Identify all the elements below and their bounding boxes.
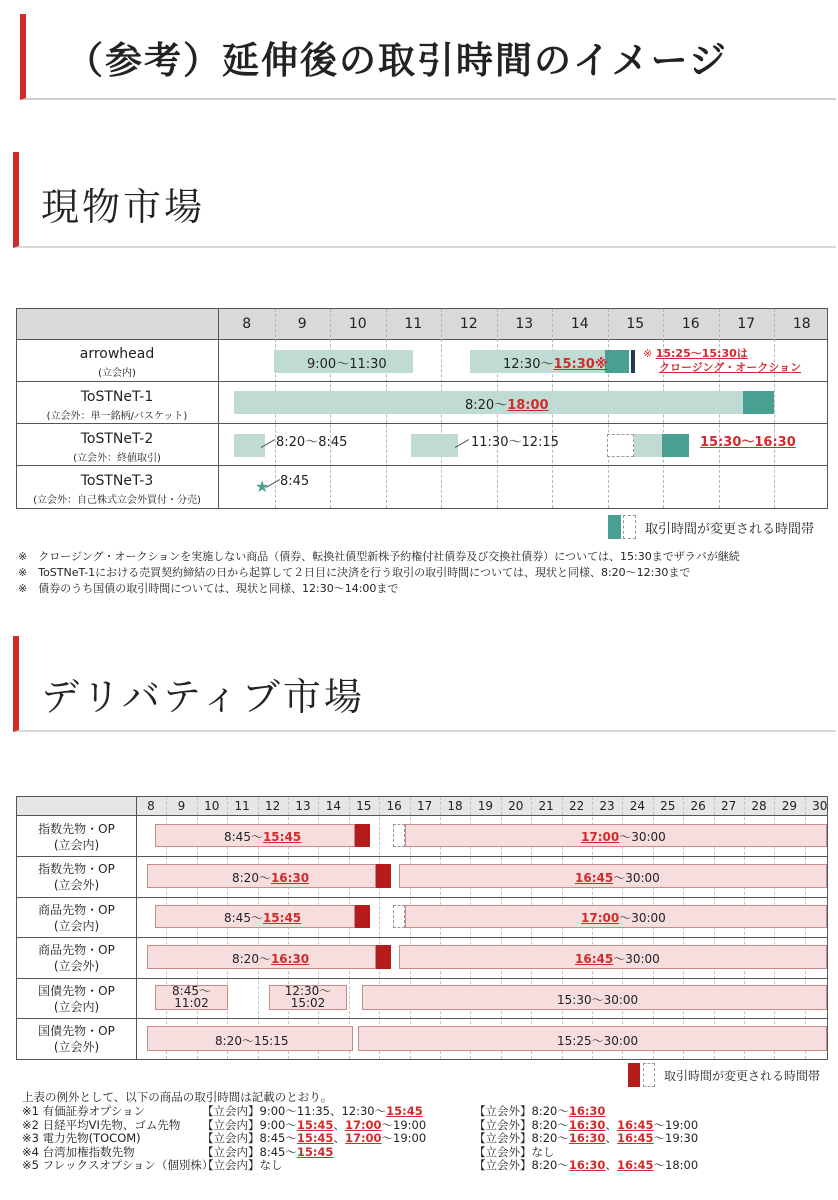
deriv-hour-label: 26: [690, 799, 706, 813]
deriv-row-label: 商品先物・OP (立会外): [38, 943, 115, 973]
footnote-product: ※2 日経平均VI先物、ゴム先物: [22, 1117, 181, 1132]
tostnet2-afternoon-label: 15:30～16:30: [700, 435, 796, 450]
spot-timetable: [16, 308, 828, 509]
footnote-out-hours: 【立会外】なし: [474, 1144, 555, 1159]
deriv-night-label: 15:25～30:00: [557, 1034, 639, 1048]
deriv-day-label: 8:45～15:45: [224, 830, 302, 844]
deriv-night-label: 16:45～30:00: [575, 871, 660, 885]
deriv-hour-label: 29: [781, 799, 798, 813]
footnote-out-hours: 【立会外】8:20～16:30、16:45～18:00: [474, 1158, 699, 1172]
deriv-hour-label: 11: [234, 799, 250, 813]
arrowhead-afternoon-label: 12:30～15:30※: [503, 357, 608, 372]
spot-row-label: ToSTNeT-1 (立会外：単一銘柄/バスケット): [46, 389, 188, 422]
footnote-out-hours: 【立会外】8:20～16:30、16:45～19:00: [474, 1117, 699, 1132]
footnote-in-hours: 【立会内】なし: [202, 1158, 283, 1172]
deriv-day-label: 8:20～16:30: [232, 871, 310, 885]
footnote-product: ※1 有価証券オプション: [22, 1104, 146, 1118]
deriv-extension-bar: [376, 945, 391, 969]
spot-hour-label: 18: [792, 316, 811, 332]
deriv-hour-label: 25: [660, 799, 676, 813]
footnote-product: ※3 電力先物(TOCOM): [22, 1131, 141, 1145]
main-title-box: [20, 14, 836, 100]
spot-row-label: ToSTNeT-3 (立会外：自己株式立会外買付・分売): [33, 473, 201, 506]
closing-auction-note: ※ 15:25～15:30は: [643, 347, 748, 360]
deriv-hour-label: 17: [416, 799, 433, 813]
spot-hour-label: 17: [737, 316, 756, 332]
spot-hour-label: 9: [297, 316, 307, 332]
deriv-day-label: 8:45～15:45: [224, 911, 302, 925]
spot-hour-label: 10: [348, 316, 367, 332]
deriv-hour-label: 23: [599, 799, 615, 813]
deriv-hour-label: 21: [538, 799, 554, 813]
deriv-night-label: 15:30～30:00: [557, 993, 639, 1007]
deriv-extension-bar: [355, 824, 370, 847]
deriv-day-label: 8:20～16:30: [232, 952, 310, 966]
deriv-night-label: 16:45～30:00: [575, 952, 660, 966]
spot-hour-label: 14: [570, 316, 589, 332]
footnote-in-hours: 【立会内】8:45～15:45、17:00～19:00: [202, 1131, 427, 1145]
deriv-hour-label: 24: [629, 799, 646, 813]
deriv-hour-label: 15: [356, 799, 372, 813]
tostnet2-midday-label: 11:30～12:15: [471, 435, 559, 450]
legend-red-swatch: [628, 1063, 640, 1087]
deriv-morning-label: 8:45～ 11:02: [172, 984, 211, 1010]
deriv-hour-label: 18: [447, 799, 463, 813]
deriv-section-title: デリバティブ市場: [41, 675, 365, 719]
spot-row-label: arrowhead (立会内): [79, 346, 155, 379]
legend-teal-swatch: [608, 515, 621, 539]
deriv-hour-label: 16: [386, 799, 402, 813]
spot-section-title: 現物市場: [41, 185, 206, 229]
tostnet3-label: 8:45: [280, 474, 310, 489]
arrowhead-extension-bar: [605, 350, 629, 373]
spot-hour-label: 13: [515, 316, 534, 332]
deriv-extension-bar: [376, 864, 391, 888]
footnote-product: ※5 フレックスオプション（個別株）: [22, 1158, 214, 1172]
deriv-row-label: 指数先物・OP (立会外): [38, 862, 115, 892]
footnote-in-hours: 【立会内】9:00～15:45、17:00～19:00: [202, 1117, 427, 1132]
deriv-row-label: 商品先物・OP (立会内): [38, 903, 115, 933]
spot-hour-label: 11: [404, 316, 423, 332]
footnote-in-hours: 【立会内】8:45～15:45: [202, 1144, 334, 1159]
spot-legend-label: 取引時間が変更される時間帯: [645, 522, 815, 537]
spot-hour-label: 12: [459, 316, 478, 332]
deriv-hour-label: 12: [264, 799, 281, 813]
deriv-hour-label: 22: [568, 799, 585, 813]
spot-row-label: ToSTNeT-2 (立会外：終値取引): [73, 431, 161, 464]
spot-hour-label: 15: [626, 316, 645, 332]
deriv-hour-label: 14: [325, 799, 342, 813]
deriv-extension-bar: [355, 905, 370, 928]
deriv-hour-label: 13: [295, 799, 311, 813]
deriv-removed-slot: [393, 824, 405, 847]
deriv-legend-label: 取引時間が変更される時間帯: [664, 1069, 821, 1083]
deriv-hour-label: 30: [812, 799, 828, 813]
tostnet1-extension-bar: [743, 391, 774, 414]
arrowhead-morning-label: 9:00～11:30: [307, 357, 387, 372]
deriv-night-label: 17:00～30:00: [581, 911, 666, 925]
footnote-product: ※4 台湾加権指数先物: [22, 1144, 135, 1159]
spot-note: ※ 債券のうち国債の取引時間については、現状と同様、12:30～14:00まで: [18, 582, 399, 595]
deriv-night-label: 17:00～30:00: [581, 830, 666, 844]
deriv-row-label: 国債先物・OP (立会内): [38, 984, 115, 1014]
spot-note: ※ ToSTNeT-1における売買契約締結の日から起算して２日目に決済を行う取引の取引時間については、現状と同様、8:20～12:30まで: [18, 566, 691, 579]
deriv-hour-label: 9: [177, 799, 186, 813]
spot-hour-label: 16: [681, 316, 700, 332]
footnote-in-hours: 【立会内】9:00～11:35、12:30～15:45: [202, 1104, 423, 1118]
tostnet1-label: 8:20～18:00: [465, 398, 549, 413]
star-icon: ★: [255, 477, 270, 496]
tostnet2-extension-bar: [662, 434, 689, 457]
spot-section-header: [13, 152, 836, 248]
tostnet2-removed-slot: [607, 434, 634, 457]
legend-dashed-swatch: [643, 1063, 655, 1087]
deriv-hour-label: 27: [720, 799, 737, 813]
tostnet2-afternoon-bar: [634, 434, 662, 457]
deriv-hour-label: 28: [751, 799, 767, 813]
footnote-out-hours: 【立会外】8:20～16:30: [474, 1104, 606, 1118]
footnote-out-hours: 【立会外】8:20～16:30、16:45～19:30: [474, 1131, 699, 1145]
tostnet2-midday-bar: [411, 434, 458, 457]
spot-hour-label: 8: [242, 316, 252, 332]
deriv-afternoon-label: 12:30～ 15:02: [284, 984, 332, 1010]
deriv-row-label: 指数先物・OP (立会内): [38, 822, 115, 852]
deriv-hour-label: 10: [204, 799, 220, 813]
legend-dashed-swatch: [623, 515, 636, 539]
tostnet2-morning-bar: [234, 434, 265, 457]
deriv-row-label: 国債先物・OP (立会外): [38, 1024, 115, 1054]
deriv-day-label: 8:20～15:15: [215, 1034, 289, 1048]
main-title: （参考）延伸後の取引時間のイメージ: [66, 39, 728, 82]
deriv-hour-label: 8: [147, 799, 155, 813]
deriv-hour-label: 20: [508, 799, 524, 813]
closing-auction-note-2: クロージング・オークション: [659, 361, 802, 374]
spot-note: ※ クロージング・オークションを実施しない商品（債券、転換社債型新株予約権付社債券及び交換社債券）については、15:30までザラバが継続: [18, 550, 740, 563]
deriv-hour-label: 19: [477, 799, 494, 813]
tostnet2-morning-label: 8:20～8:45: [276, 435, 348, 450]
deriv-timetable: [16, 796, 828, 1060]
footnote-intro: 上表の例外として、以下の商品の取引時間は記載のとおり。: [22, 1090, 333, 1104]
deriv-removed-slot: [393, 905, 405, 928]
deriv-section-header: [13, 636, 836, 732]
